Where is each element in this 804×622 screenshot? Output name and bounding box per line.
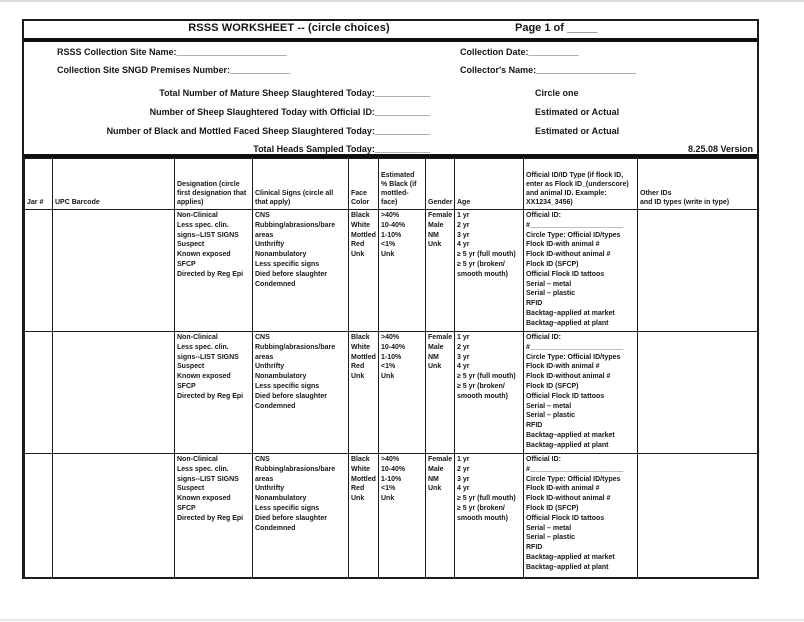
cell-official-id: Official ID: #________________________ Circle Type: Official ID/types Flock ID-with animal # Flock ID-without animal # Flock ID (SFCP) Official Flock ID tattoos Serial – metal Serial – plastic RFID Backtag–applied at market Backtag–applied at plant: [524, 454, 638, 578]
cell-face-color: Black White Mottled Red Unk: [349, 210, 379, 332]
col-header-official-id: Official ID/ID Type (if flock ID, enter as Flock ID_(underscore) and animal ID. Example: XX1234_3456): [524, 159, 638, 210]
premises-number-field: [57, 65, 290, 75]
circle-one-label: Circle one: [535, 88, 579, 98]
cell-upc-barcode: [53, 454, 175, 578]
official-id-count-field: [34, 107, 430, 117]
collector-name-label: Collector's Name:: [460, 65, 537, 75]
cell-other-ids: [638, 332, 758, 454]
cell-age: 1 yr 2 yr 3 yr 4 yr ≥ 5 yr (full mouth) ≥ 5 yr (broken/ smooth mouth): [455, 454, 524, 578]
table-row: [25, 210, 758, 332]
table-row: [25, 454, 758, 578]
version-label: 8.25.08 Version: [687, 144, 753, 154]
cell-other-ids: [638, 210, 758, 332]
collector-name-blank: ____________________: [536, 65, 637, 75]
cell-official-id: Official ID: #________________________ Circle Type: Official ID/types Flock ID-with animal # Flock ID-without animal # Flock ID (SFCP) Official Flock ID tattoos Serial – metal Serial – plastic RFID Backtag–applied at market Backtag–applied at plant: [524, 332, 638, 454]
official-id-count-label: Number of Sheep Slaughtered Today with Official ID:: [149, 107, 375, 117]
total-mature-sheep-label: Total Number of Mature Sheep Slaughtered Today:: [159, 88, 375, 98]
collection-date-blank: __________: [528, 47, 579, 57]
cell-gender: Female Male NM Unk: [426, 210, 455, 332]
black-mottled-count-field: [34, 126, 430, 136]
header-fields-section: [24, 42, 757, 158]
col-header-clinical-signs: Clinical Signs (circle all that apply): [253, 159, 349, 210]
col-header-jar-number: Jar #: [25, 159, 53, 210]
collector-name-field: [460, 65, 636, 75]
cell-gender: Female Male NM Unk: [426, 332, 455, 454]
black-mottled-count-label: Number of Black and Mottled Faced Sheep Slaughtered Today:: [106, 126, 375, 136]
col-header-designation: Designation (circle first designation that applies): [175, 159, 253, 210]
worksheet-table: [24, 158, 758, 578]
col-header-face-color: Face Color: [349, 159, 379, 210]
cell-designation: Non-Clinical Less spec. clin. signs--LIST SIGNS Suspect Known exposed SFCP Directed by Reg Epi: [175, 332, 253, 454]
cell-face-color: Black White Mottled Red Unk: [349, 454, 379, 578]
total-heads-sampled-field: [34, 144, 430, 154]
cell-estimated-pct-black: >40% 10-40% 1-10% <1% Unk: [379, 332, 426, 454]
cell-estimated-pct-black: >40% 10-40% 1-10% <1% Unk: [379, 210, 426, 332]
official-id-count-blank: ___________: [374, 107, 430, 117]
cell-upc-barcode: [53, 332, 175, 454]
page-bottom-edge: [0, 619, 804, 621]
page-title: RSSS WORKSHEET -- (circle choices): [188, 22, 390, 34]
cell-jar-number: [25, 332, 53, 454]
title-row: [24, 21, 757, 42]
col-header-estimated-pct-black: Estimated % Black (if mottled- face): [379, 159, 426, 210]
worksheet-form: [22, 19, 759, 579]
cell-clinical-signs: CNS Rubbing/abrasions/bare areas Unthrifty Nonambulatory Less specific signs Died before slaughter Condemned: [253, 332, 349, 454]
total-mature-sheep-blank: ___________: [374, 88, 430, 98]
page-top-edge: [0, 0, 804, 2]
cell-estimated-pct-black: >40% 10-40% 1-10% <1% Unk: [379, 454, 426, 578]
black-mottled-count-blank: ___________: [374, 126, 430, 136]
cell-clinical-signs: CNS Rubbing/abrasions/bare areas Unthrifty Nonambulatory Less specific signs Died before slaughter Condemned: [253, 454, 349, 578]
estimated-or-actual-label-1: Estimated or Actual: [535, 107, 620, 117]
total-heads-sampled-blank: ___________: [374, 144, 430, 154]
table-row: [25, 332, 758, 454]
collection-site-name-field: [57, 47, 287, 57]
cell-designation: Non-Clinical Less spec. clin. signs--LIST SIGNS Suspect Known exposed SFCP Directed by Reg Epi: [175, 210, 253, 332]
cell-age: 1 yr 2 yr 3 yr 4 yr ≥ 5 yr (full mouth) ≥ 5 yr (broken/ smooth mouth): [455, 332, 524, 454]
col-header-other-ids: Other IDs and ID types (write in type): [638, 159, 758, 210]
cell-face-color: Black White Mottled Red Unk: [349, 332, 379, 454]
col-header-upc-barcode: UPC Barcode: [53, 159, 175, 210]
premises-number-label: Collection Site SNGD Premises Number:: [57, 65, 231, 75]
total-heads-sampled-label: Total Heads Sampled Today:: [253, 144, 375, 154]
col-header-age: Age: [455, 159, 524, 210]
collection-date-field: [460, 47, 579, 57]
cell-age: 1 yr 2 yr 3 yr 4 yr ≥ 5 yr (full mouth) ≥ 5 yr (broken/ smooth mouth): [455, 210, 524, 332]
premises-number-blank: ____________: [230, 65, 291, 75]
cell-other-ids: [638, 454, 758, 578]
estimated-or-actual-label-2: Estimated or Actual: [535, 126, 620, 136]
collection-site-name-blank: ______________________: [176, 47, 287, 57]
table-header-row: [25, 159, 758, 210]
col-header-gender: Gender: [426, 159, 455, 210]
cell-clinical-signs: CNS Rubbing/abrasions/bare areas Unthrifty Nonambulatory Less specific signs Died before slaughter Condemned: [253, 210, 349, 332]
page-number-label: Page 1 of _____: [515, 22, 598, 34]
total-mature-sheep-field: [34, 88, 430, 98]
collection-date-label: Collection Date:: [460, 47, 529, 57]
cell-jar-number: [25, 454, 53, 578]
cell-jar-number: [25, 210, 53, 332]
cell-upc-barcode: [53, 210, 175, 332]
cell-designation: Non-Clinical Less spec. clin. signs--LIST SIGNS Suspect Known exposed SFCP Directed by Reg Epi: [175, 454, 253, 578]
cell-official-id: Official ID: #________________________ Circle Type: Official ID/types Flock ID-with animal # Flock ID-without animal # Flock ID (SFCP) Official Flock ID tattoos Serial – metal Serial – plastic RFID Backtag–applied at market Backtag–applied at plant: [524, 210, 638, 332]
cell-gender: Female Male NM Unk: [426, 454, 455, 578]
collection-site-name-label: RSSS Collection Site Name:: [57, 47, 177, 57]
